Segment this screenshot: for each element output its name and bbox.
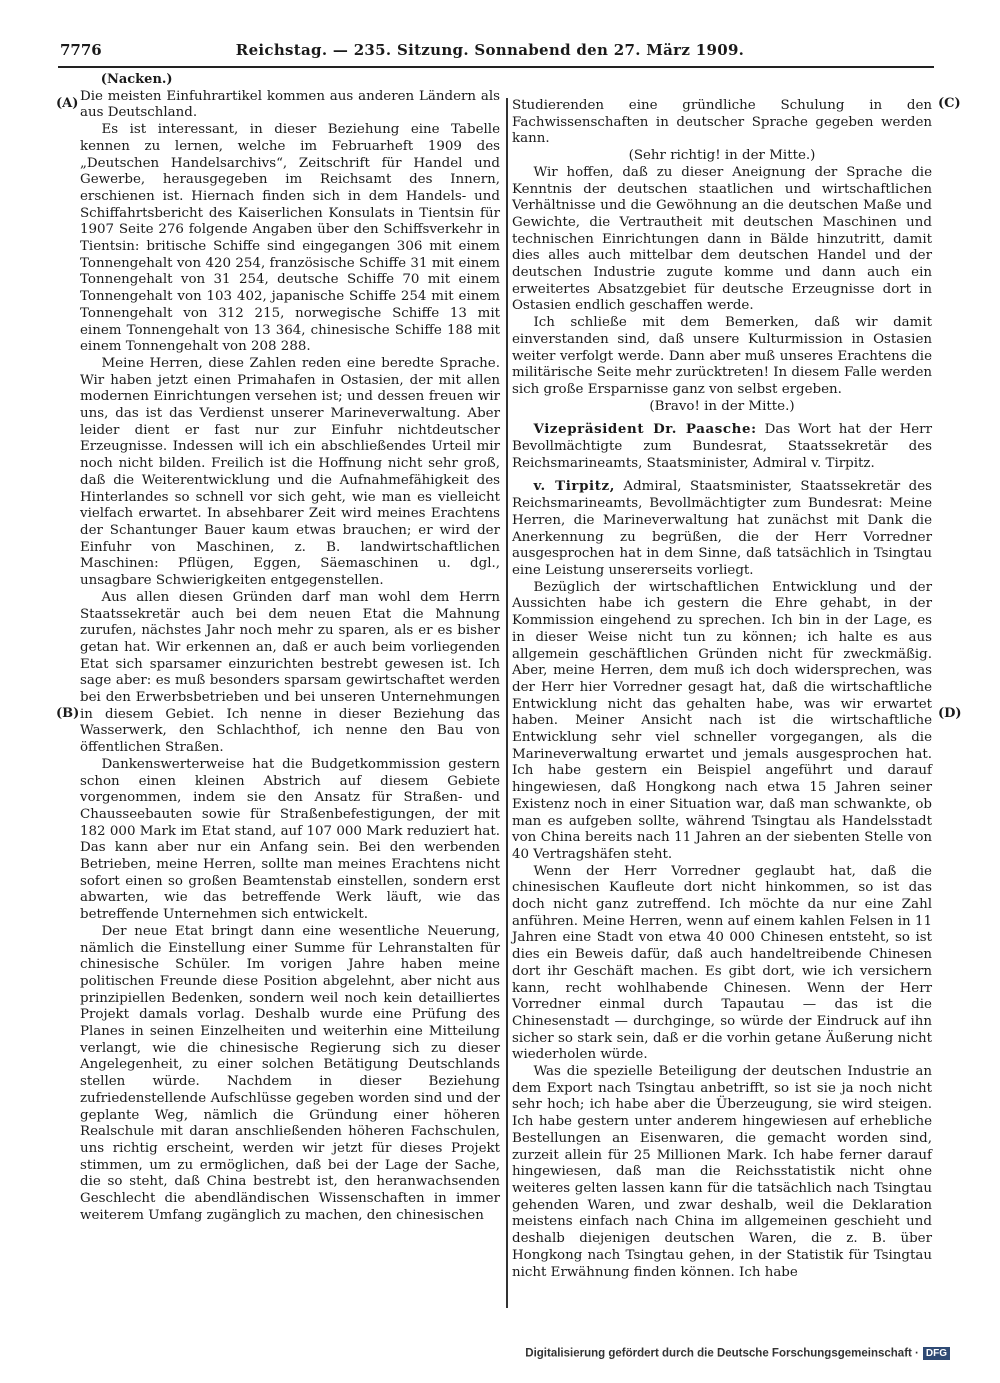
tirpitz-name: v. Tirpitz,	[533, 478, 615, 495]
right-paragraph-5: Wenn der Herr Vorredner geglaubt hat, daß die chinesischen Kaufleute dort nicht hinkommen, so ist das doch nicht ganz zutreffend. Ich möchte da nur eine Zahl anführen. Meine Herren, wenn auf einem kahlen Felsen in 11 Jahren eine Stadt von etwa 40 000 Chinesen entsteht, so ist dies ein Beweis dafür, daß auch handeltreibende Chinesen dort ihr Geschäft machen. Es gibt dort, wie ich versichern kann, recht wohlhabende Chinesen. Wenn der Herr Vorredner einmal durch Tapautau — das ist die Chinesenstadt — durchginge, so würde der Eindruck auf ihn sicher so stark sein, daß er die vorhin getane Äußerung nicht wiederholen würde.	[512, 863, 932, 1063]
right-paragraph-3: Ich schließe mit dem Bemerken, daß wir damit einverstanden sind, daß unsere Kulturmission in Ostasien weiter verfolgt werde. Dann aber muß unseres Erachtens die militärische Seite mehr zurücktreten! In diesem Falle werden sich große Ersparnisse ganz von selbst ergeben.	[512, 315, 932, 397]
left-paragraph-6: Der neue Etat bringt dann eine wesentliche Neuerung, nämlich die Einstellung einer Summe für Lehranstalten für chinesische Schüler. Im vorigen Jahre haben meine politischen Freunde diese Position abgelehnt, aber nicht aus prinzipiellen Bedenken, sondern weil noch kein detailliertes Projekt damals vorlag. Deshalb wurde eine Prüfung des Planes in seinen Einzelheiten und weiterhin eine Mitteilung verlangt, wie die chinesische Regierung sich zu dieser Angelegenheit, zu einer solchen Betätigung Deutschlands stellen würde. Nachdem in dieser Beziehung zufriedenstellende Aufschlüsse gegeben worden sind und der geplante Weg, nämlich die Gründung einer höheren Realschule mit daran anschließenden höheren Fachschulen, uns richtig erscheint, werden wir jetzt für dieses Projekt stimmen, um zu ermöglichen, daß bei der Lage der Sache, die so steht, daß China bestrebt ist, den heranwachsenden Geschlecht die abendländischen Wissenschaften in immer weiterem Umfang zugänglich zu machen, den chinesischen	[80, 923, 500, 1223]
dfg-logo: DFG	[923, 1347, 950, 1360]
tirpitz-statement	[512, 478, 932, 579]
right-paragraph-2: Wir hoffen, daß zu dieser Aneignung der Sprache die Kenntnis der deutschen staatlichen und wirtschaftlichen Verhältnisse und die Gewöhnung an die deutschen Maße und Gewichte, die Vertrautheit mit deutschen Maschinen und technischen Einrichtungen dann in Bälde hinzutritt, damit dies alles auch mittelbar dem deutschen Handel und der deutschen Industrie zugute komme und dann auch ein erweitertes Absatzgebiet für deutsche Erzeugnisse dort in Ostasien endlich geschaffen werde.	[512, 164, 932, 314]
margin-mark-a: (A)	[56, 96, 79, 111]
margin-mark-d: (D)	[938, 706, 962, 721]
vice-president-text: Das Wort hat der Herr Bevollmächtigte zum Bundesrat, Staatssekretär des Reichsmarineamts, Staatsminister, Admiral v. Tirpitz.	[512, 422, 932, 471]
margin-mark-b: (B)	[56, 706, 80, 721]
left-paragraph-4: Aus allen diesen Gründen darf man wohl dem Herrn Staatssekretär auch bei dem neuen Etat die Mahnung zurufen, nächstes Jahr noch mehr zu sparen, als er es bisher getan hat. Wir erkennen an, daß er auch beim vorliegenden Etat sich sparsamer einzurichten bestrebt gewesen ist. Ich sage aber: es muß besonders sparsam gewirtschaftet werden bei den Erwerbsbetrieben und bei unseren Unternehmungen in diesem Gebiet. Ich nenne in dieser Beziehung das Wasserwerk, den Schlachthof, ich nenne den Bau von öffentlichen Straßen.	[80, 589, 500, 756]
interjection-2: (Bravo! in der Mitte.)	[649, 398, 795, 414]
footer-text: Digitalisierung gefördert durch die Deutsche Forschungsgemeinschaft ·	[525, 1347, 919, 1360]
right-paragraph-1: Studierenden eine gründliche Schulung in den Fachwissenschaften in deutscher Sprache gegeben werden kann.	[512, 98, 932, 147]
column-divider	[506, 98, 508, 1308]
vice-president-statement	[512, 421, 932, 472]
page-header	[52, 41, 928, 67]
left-paragraph-3: Meine Herren, diese Zahlen reden eine beredte Sprache. Wir haben jetzt einen Primahafen in Ostasien, der mit allen modernen Einrichtungen versehen ist; und dessen freuen wir uns, das ist das Verdienst unserer Marineverwaltung. Aber leider dient er fast nur zur Einfuhr nichtdeutscher Erzeugnisse. Indessen will ich ein abschließendes Urteil mir noch nicht bilden. Freilich ist die Hoffnung nicht sehr groß, daß die Weiterentwicklung und die Aufnahmefähigkeit des Hinterlandes so schnell vor sich geht, wie man es vielleicht vielfach erwartet. In absehbarer Zeit wird meines Erachtens der Schantunger Bauer kaum etwas brauchen; er wird der Einfuhr von Maschinen, z. B. landwirtschaftlichen Maschinen: Pflügen, Eggen, Säemaschinen u. dgl., unsagbare Schwierigkeiten entgegenstellen.	[80, 355, 500, 589]
right-paragraph-6: Was die spezielle Beteiligung der deutschen Industrie an dem Export nach Tsingtau anbetrifft, so ist sie ja noch nicht sehr hoch; ich habe aber die Überzeugung, sie wird steigen. Ich habe gestern unter anderem hingewiesen auf erhebliche Bestellungen an Eisenwaren, die gemacht worden sind, zurzeit allein für 25 Millionen Mark. Ich habe ferner darauf hingewiesen, daß man die Reichsstatistik nicht ohne weiteres gelten lassen kann für die tatsächlich nach Tsingtau gehenden Waren, und zwar deshalb, weil die Deklaration meistens einfach nach China im allgemeinen geschieht und deshalb diejenigen deutschen Waren, die z. B. über Hongkong nach Tsingtau gehen, in der Statistik für Tsingtau nicht Erwähnung finden können. Ich habe	[512, 1064, 932, 1280]
header-rule	[58, 66, 934, 68]
left-paragraph-1: Die meisten Einfuhrartikel kommen aus anderen Ländern als aus Deutschland.	[80, 88, 500, 121]
footer	[500, 1347, 950, 1363]
running-title: Reichstag. — 235. Sitzung. Sonnabend den 27. März 1909.	[235, 41, 745, 59]
right-column	[512, 98, 932, 1281]
interjection-1: (Sehr richtig! in der Mitte.)	[628, 148, 816, 164]
right-paragraph-4: Bezüglich der wirtschaftlichen Entwicklung und der Aussichten habe ich gestern die Ehre gehabt, in der Kommission eingehend zu sprechen. Ich bin in der Lage, es in dieser Weise nicht tun zu können; ich halte es aus allgemein geschäftlichen Gründen nicht für zweckmäßig. Aber, meine Herren, dem muß ich doch widersprechen, was der Herr hier Vorredner gesagt hat, daß die wirtschaftliche Entwicklung nicht das gehalten habe, was wir erwartet haben. Meiner Ansicht nach ist die wirtschaftliche Entwicklung sehr viel schneller vorgegangen, als die Marineverwaltung erwartet und jemals ausgesprochen hat. Ich habe gestern ein Beispiel angeführt und darauf hingewiesen, daß Hongkong nach etwa 15 Jahren seiner Existenz noch in einer Situation war, daß man schwankte, ob man es aufgeben sollte, während Tsingtau als Handelsstadt von China bereits nach 11 Jahren an der siebenten Stelle von 40 Vertragshäfen steht.	[512, 579, 932, 862]
speaker-tag: (Nacken.)	[100, 72, 173, 87]
margin-mark-c: (C)	[938, 96, 961, 111]
page-number: 7776	[60, 41, 102, 59]
left-paragraph-2: Es ist interessant, in dieser Beziehung eine Tabelle kennen zu lernen, welche im Februarheft 1909 des „Deutschen Handelsarchivs“, Zeitschrift für Handel und Gewerbe, herausgegeben im Reichsamt des Innern, erschienen ist. Hiernach finden sich in dem Handels- und Schiffahrtsbericht des Kaiserlichen Konsulats in Tientsin für 1907 Seite 276 folgende Angaben über den Schiffsverkehr in Tientsin: britische Schiffe sind eingegangen 306 mit einem Tonnengehalt von 420 254, französische Schiffe 31 mit einem Tonnengehalt von 31 254, deutsche Schiffe 70 mit einem Tonnengehalt von 103 402, japanische Schiffe 254 mit einem Tonnengehalt von 312 215, norwegische Schiffe 13 mit einem Tonnengehalt von 13 364, chinesische Schiffe 188 mit einem Tonnengehalt von 208 288.	[80, 122, 500, 355]
left-paragraph-5: Dankenswerterweise hat die Budgetkommission gestern schon einen kleinen Abstrich auf diesem Gebiete vorgenommen, indem sie den Ansatz für Straßen- und Chausseebauten sowie für Straßenbefestigungen, der mit 182 000 Mark im Etat stand, auf 107 000 Mark reduziert hat. Das kann aber nur ein Anfang sein. Bei den werbenden Betrieben, meine Herren, sollte man meines Erachtens nicht sofort einen so großen Beamtenstab einstellen, sondern erst abwarten, wie das betreffende Werk läuft, wie das betreffende Unternehmen sich entwickelt.	[80, 756, 500, 923]
left-column	[80, 72, 500, 1225]
vice-president-name: Vizepräsident Dr. Paasche:	[533, 421, 757, 438]
tirpitz-text: Admiral, Staatsminister, Staatssekretär des Reichsmarineamts, Bevollmächtigter zum Bundesrat: Meine Herren, die Marineverwaltung hat zunächst mit Dank die Anerkennung zu begrüßen, die der Herr Vorredner ausgesprochen hat in dem Sinne, daß tatsächlich in Tsingtau eine Leistung unsererseits vorliegt.	[512, 479, 932, 578]
